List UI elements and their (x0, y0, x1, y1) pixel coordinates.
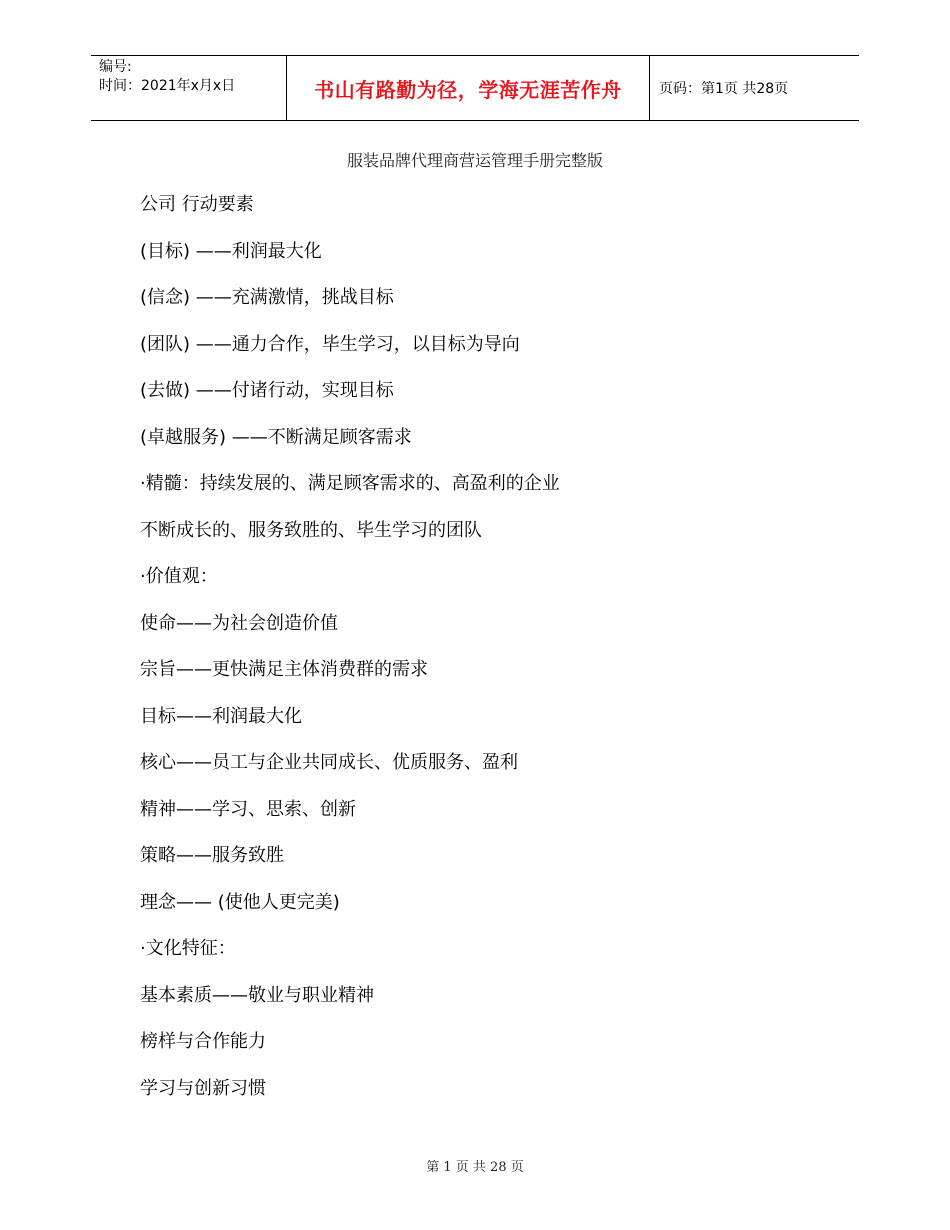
header-meta (99, 58, 284, 96)
body-line: 基本素质——敬业与职业精神 (140, 984, 374, 1006)
body-line: (信念) ——充满激情，挑战目标 (140, 287, 394, 308)
body-line: (去做) ——付诸行动，实现目标 (140, 380, 394, 401)
serial-label: 编号: (99, 59, 132, 75)
body-line: (卓越服务) ——不断满足顾客需求 (140, 426, 412, 448)
body-line: 宗旨——更快满足主体消费群的需求 (140, 659, 428, 680)
body-line: ·精髓：持续发展的、满足顾客需求的、高盈利的企业 (140, 473, 560, 494)
body-line: 不断成长的、服务致胜的、毕生学习的团队 (140, 519, 482, 541)
document-body (140, 188, 860, 1118)
body-line: 榜样与合作能力 (140, 1031, 266, 1052)
body-line: 核心——员工与企业共同成长、优质服务、盈利 (140, 752, 518, 773)
body-line: 学习与创新习惯 (140, 1077, 266, 1099)
time-label: 时间：2021年x月x日 (99, 78, 236, 94)
body-line: ·价值观： (140, 566, 218, 587)
body-line: 公司 行动要素 (140, 194, 254, 215)
body-line: 策略——服务致胜 (140, 845, 284, 866)
page-footer: 第 1 页 共 28 页 (426, 1160, 524, 1175)
body-line: ·文化特征： (140, 938, 236, 959)
header-page-info: 页码：第1页 共28页 (659, 81, 789, 97)
header-motto: 书山有路勤为径，学海无涯苦作舟 (314, 77, 622, 102)
body-line: (团队) ——通力合作，毕生学习，以目标为导向 (140, 333, 520, 355)
body-line: 目标——利润最大化 (140, 705, 302, 727)
body-line: 使命——为社会创造价值 (140, 612, 338, 634)
page-header (91, 55, 859, 121)
document-title: 服装品牌代理商营运管理手册完整版 (346, 151, 603, 170)
body-line: (目标) ——利润最大化 (140, 240, 322, 262)
header-divider-right (649, 56, 650, 120)
body-line: 理念—— (使他人更完美) (140, 891, 340, 913)
body-line: 精神——学习、思索、创新 (140, 798, 356, 820)
